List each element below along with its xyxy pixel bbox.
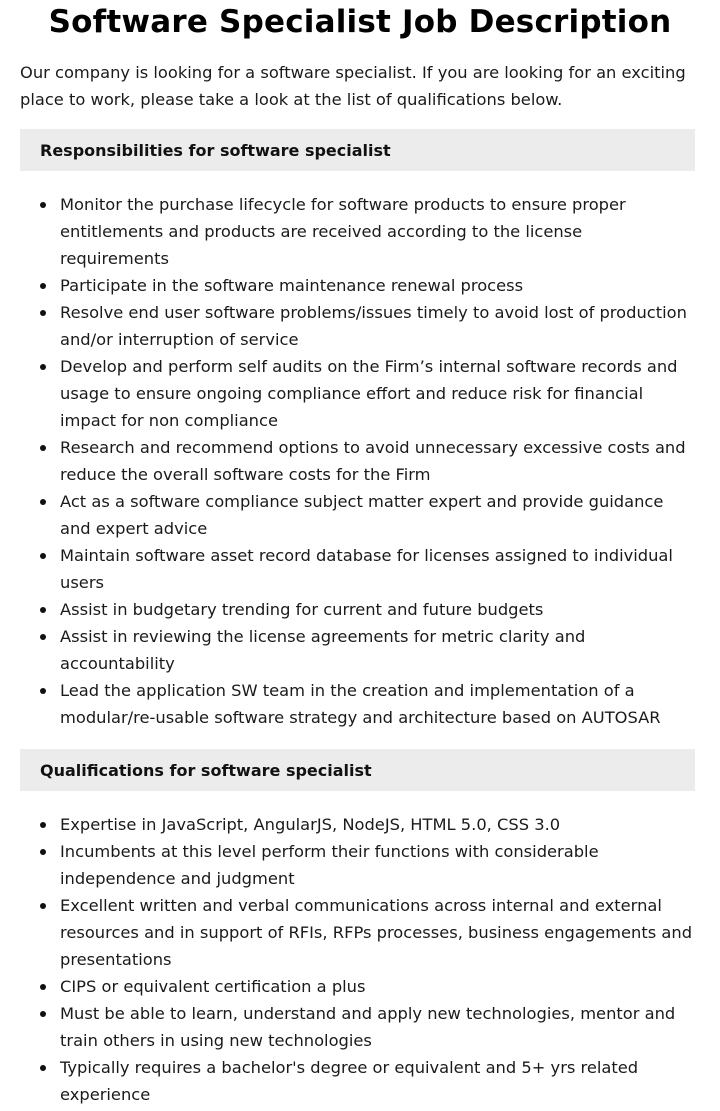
list-item bbox=[20, 623, 695, 677]
list-item-text: Resolve end user software problems/issues timely to avoid lost of production and/or interruption of service bbox=[60, 303, 687, 349]
list-item bbox=[20, 1054, 695, 1108]
list-item bbox=[20, 299, 695, 353]
bullet-icon bbox=[40, 364, 46, 370]
list-item-text: Assist in budgetary trending for current and future budgets bbox=[60, 600, 544, 619]
bullet-icon bbox=[40, 688, 46, 694]
list-item bbox=[20, 272, 695, 299]
bullet-icon bbox=[40, 283, 46, 289]
responsibilities-list bbox=[20, 191, 695, 731]
page-title: Software Specialist Job Description bbox=[48, 4, 672, 40]
list-item-text: Assist in reviewing the license agreements for metric clarity and accountability bbox=[60, 627, 586, 673]
list-item bbox=[20, 1000, 695, 1054]
list-item bbox=[20, 596, 695, 623]
list-item-text: Incumbents at this level perform their functions with considerable independence and judgment bbox=[60, 842, 599, 888]
bullet-icon bbox=[40, 553, 46, 559]
intro-paragraph: Our company is looking for a software specialist. If you are looking for an exciting place to work, please take a look at the list of qualifications below. bbox=[20, 63, 686, 109]
bullet-icon bbox=[40, 499, 46, 505]
bullet-icon bbox=[40, 822, 46, 828]
list-item bbox=[20, 973, 695, 1000]
list-item bbox=[20, 838, 695, 892]
list-item-text: Develop and perform self audits on the Firm’s internal software records and usage to ensure ongoing compliance effort and reduce risk for financial impact for non compliance bbox=[60, 357, 678, 430]
list-item bbox=[20, 353, 695, 434]
list-item bbox=[20, 434, 695, 488]
list-item bbox=[20, 677, 695, 731]
list-item bbox=[20, 892, 695, 973]
list-item-text: Act as a software compliance subject matter expert and provide guidance and expert advice bbox=[60, 492, 664, 538]
list-item-text: Typically requires a bachelor's degree or equivalent and 5+ yrs related experience bbox=[60, 1058, 639, 1104]
bullet-icon bbox=[40, 310, 46, 316]
bullet-icon bbox=[40, 202, 46, 208]
bullet-icon bbox=[40, 1065, 46, 1071]
list-item bbox=[20, 811, 695, 838]
bullet-icon bbox=[40, 445, 46, 451]
qualifications-list bbox=[20, 811, 695, 1108]
list-item-text: Participate in the software maintenance renewal process bbox=[60, 276, 524, 295]
bullet-icon bbox=[40, 984, 46, 990]
list-item-text: Lead the application SW team in the creation and implementation of a modular/re-usable software strategy and architecture based on AUTOSAR bbox=[60, 681, 661, 727]
list-item-text: Excellent written and verbal communications across internal and external resources and in support of RFIs, RFPs processes, business engagements and presentations bbox=[60, 896, 693, 969]
bullet-icon bbox=[40, 849, 46, 855]
list-item-text: CIPS or equivalent certification a plus bbox=[60, 977, 366, 996]
bullet-icon bbox=[40, 634, 46, 640]
list-item-text: Maintain software asset record database for licenses assigned to individual users bbox=[60, 546, 673, 592]
list-item bbox=[20, 488, 695, 542]
list-item bbox=[20, 542, 695, 596]
list-item-text: Expertise in JavaScript, AngularJS, NodeJS, HTML 5.0, CSS 3.0 bbox=[60, 815, 561, 834]
bullet-icon bbox=[40, 903, 46, 909]
list-item-text: Research and recommend options to avoid unnecessary excessive costs and reduce the overall software costs for the Firm bbox=[60, 438, 686, 484]
bullet-icon bbox=[40, 1011, 46, 1017]
qualifications-heading: Qualifications for software specialist bbox=[20, 749, 695, 791]
bullet-icon bbox=[40, 607, 46, 613]
responsibilities-heading: Responsibilities for software specialist bbox=[20, 129, 695, 171]
list-item bbox=[20, 191, 695, 272]
list-item-text: Monitor the purchase lifecycle for software products to ensure proper entitlements and products are received according to the license requirements bbox=[60, 195, 626, 268]
list-item-text: Must be able to learn, understand and apply new technologies, mentor and train others in using new technologies bbox=[60, 1004, 676, 1050]
